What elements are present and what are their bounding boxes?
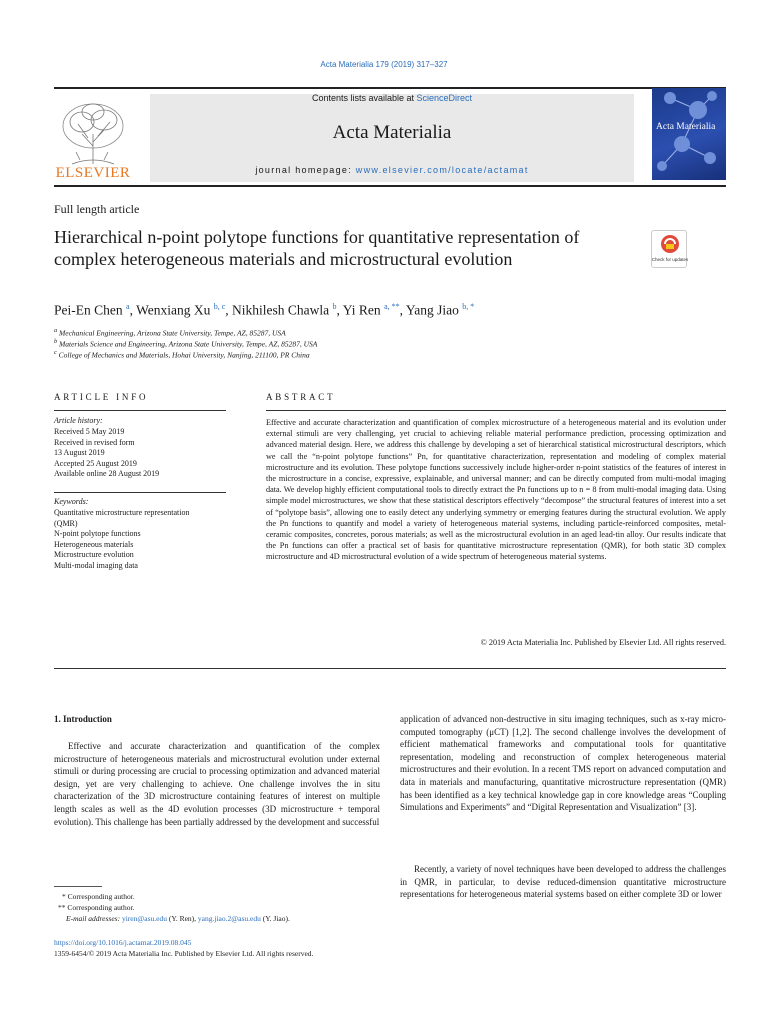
author-name[interactable]: Nikhilesh Chawla — [232, 302, 330, 318]
issn-line: 1359-6454/© 2019 Acta Materialia Inc. Published by Elsevier Ltd. All rights reserved. — [54, 949, 314, 958]
article-info-rule — [54, 410, 226, 411]
history-label: Article history: — [54, 416, 103, 425]
author-affil-mark[interactable]: b, c — [213, 302, 226, 311]
article-info-heading: ARTICLE INFO — [54, 392, 149, 402]
journal-citation[interactable]: Acta Materialia 179 (2019) 317–327 — [320, 60, 448, 69]
history-item: Received in revised form — [54, 437, 135, 447]
elsevier-wordmark[interactable]: ELSEVIER — [55, 165, 131, 181]
check-updates-icon — [652, 231, 688, 269]
header-rule-bottom — [54, 185, 726, 187]
email-owner: (Y. Jiao). — [260, 914, 290, 923]
affiliation-text: Materials Science and Engineering, Arizona State University, Tempe, AZ, 85287, USA — [59, 339, 318, 349]
homepage-link[interactable]: www.elsevier.com/locate/actamat — [355, 165, 529, 175]
author-name[interactable]: Yi Ren — [342, 302, 381, 318]
doi-link[interactable]: https://doi.org/10.1016/j.actamat.2019.08.045 — [54, 938, 192, 947]
author-list: Pei-En Chen $^a$, Wenxiang Xu $^{b, c}$, Nikhilesh Chawla $^b$, Yi Ren $^{a, **}$, Yang Jiao $^{b, *}$ — [54, 302, 475, 318]
header-rule-top — [54, 87, 726, 89]
history-item: 13 August 2019 — [54, 448, 105, 457]
author-name[interactable]: Yang Jiao — [405, 302, 459, 318]
keyword: Microstructure evolution — [54, 550, 134, 559]
body-paragraph: application of advanced non-destructive in situ imaging techniques, such as x-ray micro-computed tomography (μCT) [1,2]. The second challenge involves the development of efficient mathematical frameworks and computational tools for quantitative representation, modeling and reconstruction of complex heterogeneous material microstructures and their evolution. In a recent TMS report on advanced computation and data in materials and manufacturing, quantitative microstructure representation (QMR) has been identified as a key technical knowledge gap in core knowledge areas “Coupling Simulations and Experiments” and “Digital Representation and Visualization” [3]. — [400, 714, 726, 813]
history-item: Available online 28 August 2019 — [54, 469, 160, 478]
author-name[interactable]: Pei-En Chen — [54, 302, 123, 318]
journal-homepage — [150, 165, 634, 175]
contents-line — [150, 93, 634, 103]
author-affil-mark[interactable]: a, ** — [384, 302, 400, 311]
keyword: Multi-modal imaging data — [54, 560, 138, 570]
abstract-text: Effective and accurate characterization and quantification of complex microstructure of a heterogeneous material and its evolution under external stimuli are very challenging, yet crucial to achieving reliable material performance prediction, processing optimization and advanced material design. Here, we address this challenge by developing a set of hierarchical statistical microstructural descriptors, which we call the “n-point polytope functions” Pn, for quantitative characterization, representation and modeling of complex material microstructure and its evolution. These polytope functions successively include higher-order n-point statistics of the features of interest in the microstructure in a concise, expressive, explainable, and universal manner; and can be directly computed from multi-modal imaging data. We develop highly efficient computational tools to directly extract the Pn functions up to n = 8 from multi-modal imaging data. Using simple model microstructures, we show that these statistical descriptors effectively “decompose” the structural features of interest into a set of “polytope basis”, allowing one to easily detect any underlying symmetry or emerging features during the structural evolution. We apply the Pn functions to quantify and model a variety of heterogeneous material systems, including particle-reinforced composites, metal-ceramic composites, concretes, porous materials; as well as the microstructural evolution in an aged lead-tin alloy. Our results indicate that the Pn functions can offer a practical set of basis for quantitative microstructure representation (QMR), for both static 3D complex microstructure and 4D microstructural evolution of a wide spectrum of heterogeneous material systems. — [266, 418, 726, 562]
email-link[interactable]: yang.jiao.2@asu.edu — [197, 914, 261, 923]
affiliation-mark: b — [54, 338, 58, 345]
keyword: N-point polytope functions — [54, 529, 141, 538]
footnote: ** Corresponding author. — [58, 903, 135, 912]
affiliation — [54, 349, 310, 360]
author-name[interactable]: Wenxiang Xu — [136, 302, 211, 318]
affiliation-mark: a — [54, 327, 58, 334]
affiliation-text: College of Mechanics and Materials, Hohai University, Nanjing, 211100, PR China — [58, 350, 310, 360]
history-item: Accepted 25 August 2019 — [54, 458, 137, 468]
abstract-rule — [266, 410, 726, 411]
footnote-emails — [66, 914, 290, 924]
article-title: Hierarchical n-point polytope functions for quantitative representation of complex heterogeneous materials and microstructural evolution — [54, 227, 580, 269]
check-for-updates-badge[interactable] — [651, 230, 687, 268]
journal-title: Acta Materialia — [332, 122, 452, 143]
affiliation-mark: c — [54, 349, 57, 356]
footnote-rule — [54, 886, 102, 887]
keyword: (QMR) — [54, 518, 78, 528]
email-link[interactable]: yiren@asu.edu — [121, 914, 167, 923]
affiliation-text: Mechanical Engineering, Arizona State University, Tempe, AZ, 85287, USA — [59, 328, 286, 338]
article-type: Full length article — [54, 202, 140, 216]
abstract-bottom-rule — [54, 668, 726, 669]
abstract-copyright: © 2019 Acta Materialia Inc. Published by Elsevier Ltd. All rights reserved. — [480, 638, 726, 647]
affiliation — [54, 327, 286, 338]
body-paragraph: Effective and accurate characterization and quantification of the complex microstructure of heterogeneous materials and microstructural evolution under external stimuli or during processing are crucial to processing optimization and advanced material design, yet are very challenging to achieve. One challenge involves the in situ characterization of the 3D microstructure containing features of interest on multiple length scales as well as the 4D evolution processes (3D microstructure + temporal evolution). This challenge has been partially addressed by the development and successful — [54, 741, 380, 827]
body-paragraph: Recently, a variety of novel techniques have been developed to address the challenges in QMR, in particular, to devise reduced-dimension quantitative microstructure representations for heterogeneous material systems based on either complete 3D or lower — [400, 864, 726, 900]
email-owner: (Y. Ren), — [167, 914, 198, 923]
homepage-prefix: journal homepage: — [255, 165, 356, 175]
author-affil-mark[interactable]: b — [332, 302, 337, 311]
badge-text: Check for updates — [652, 257, 688, 262]
abstract-heading: ABSTRACT — [266, 392, 336, 402]
cover-molecule-graphic — [652, 88, 726, 180]
cover-title: Acta Materialia — [656, 122, 716, 132]
history-item: Received 5 May 2019 — [54, 427, 125, 436]
article-info-divider — [54, 492, 226, 493]
footnote: * Corresponding author. — [62, 892, 135, 901]
keyword: Quantitative microstructure representation — [54, 508, 190, 517]
section-heading-introduction: 1. Introduction — [54, 714, 112, 724]
keyword: Heterogeneous materials — [54, 539, 134, 549]
affiliation — [54, 338, 317, 349]
sciencedirect-link[interactable]: ScienceDirect — [416, 93, 473, 103]
author-affil-mark[interactable]: b, * — [462, 302, 475, 311]
contents-prefix: Contents lists available at — [311, 93, 417, 103]
journal-cover-image[interactable] — [652, 88, 726, 180]
email-label: E-mail addresses: — [66, 914, 122, 923]
keywords-label: Keywords: — [54, 497, 89, 506]
author-affil-mark[interactable]: a — [126, 302, 130, 311]
